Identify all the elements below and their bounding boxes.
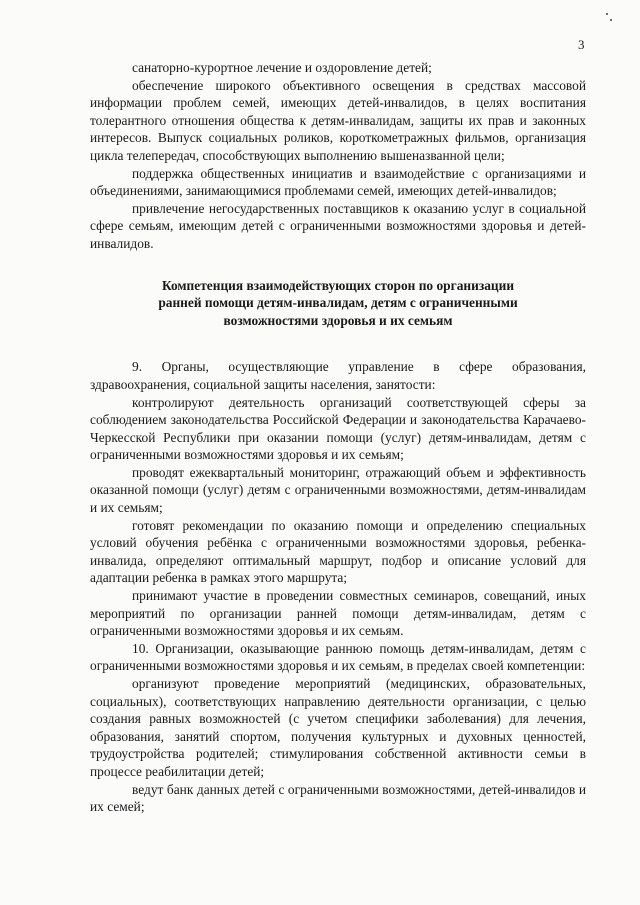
paragraph: ведут банк данных детей с ограниченными возможностями, детей-инвалидов и их семей; [90,781,586,815]
paragraph: проводят ежеквартальный мониторинг, отражающий объем и эффективность оказанной помощи (услуг) детям с ограниченными возможностями, детям-инвалидам и их семьям; [90,464,586,516]
paragraph: привлечение негосударственных поставщиков к оказанию услуг в социальной сфере семьям, имеющим детей с ограниченными возможностями здоровья и детей-инвалидов. [90,200,586,251]
paragraph: 10. Организации, оказывающие раннюю помощь детям-инвалидам, детям с ограниченными возможностями здоровья и их семьям, в пределах своей компетенции: [90,640,586,674]
paragraph: готовят рекомендации по оказанию помощи и определению специальных условий обучения ребёнка с ограниченными возможностями здоровья, ребенка-инвалида, определяют оптимальный маршрут, подбор и описание условий для адаптации ребенка в рамках этого маршрута; [90,517,586,586]
paragraph: контролируют деятельность организаций соответствующей сферы за соблюдением законодательства Российской Федерации и законодательства Карачаево-Черкесской Республики при оказании помощи (услуг) детям-инвалидам, детям с ограниченными возможностями здоровья и их семьям; [90,394,586,463]
scan-artifact-dot [610,19,612,21]
paragraph: принимают участие в проведении совместных семинаров, совещаний, иных мероприятий по организации ранней помощи детям-инвалидам, детям с ограниченными возможностями здоровья и их семьям. [90,588,586,639]
section-heading-line: возможностями здоровья и их семьям [223,312,453,328]
paragraph: организуют проведение мероприятий (медицинских, образовательных, социальных), соответствующих направлению деятельности организации, с целью создания равных возможностей (с учетом специфики заболевания) для лечения, образования, занятий спортом, получения культурных и духовных ценностей, трудоустройства родителей; стимулирования собственной активности семьи в процессе реабилитации детей; [90,676,586,779]
paragraph: обеспечение широкого объективного освещения в средствах массовой информации проблем семей, имеющих детей-инвалидов, в целях воспитания толерантного отношения общества к детям-инвалидам, защиты их прав и законных интересов. Выпуск социальных роликов, короткометражных фильмов, организация цикла телепередач, способствующих выполнению вышеназванной цели; [90,77,586,163]
section-heading-line: ранней помощи детям-инвалидам, детям с ограниченными [158,295,518,311]
page-number: 3 [578,37,585,52]
section-heading-line: Компетенция взаимодействующих сторон по организации [161,277,515,293]
paragraph: санаторно-курортное лечение и оздоровление детей; [132,60,432,75]
paragraph: 9. Органы, осуществляющие управление в сфере образования, здравоохранения, социальной защиты населения, занятости: [90,359,586,392]
paragraph: поддержка общественных инициатив и взаимодействие с организациями и объединениями, занимающимися проблемами семей, имеющих детей-инвалидов; [90,165,586,199]
scan-artifact-dot [606,13,608,15]
document-body [90,59,586,816]
section-heading [90,277,586,330]
